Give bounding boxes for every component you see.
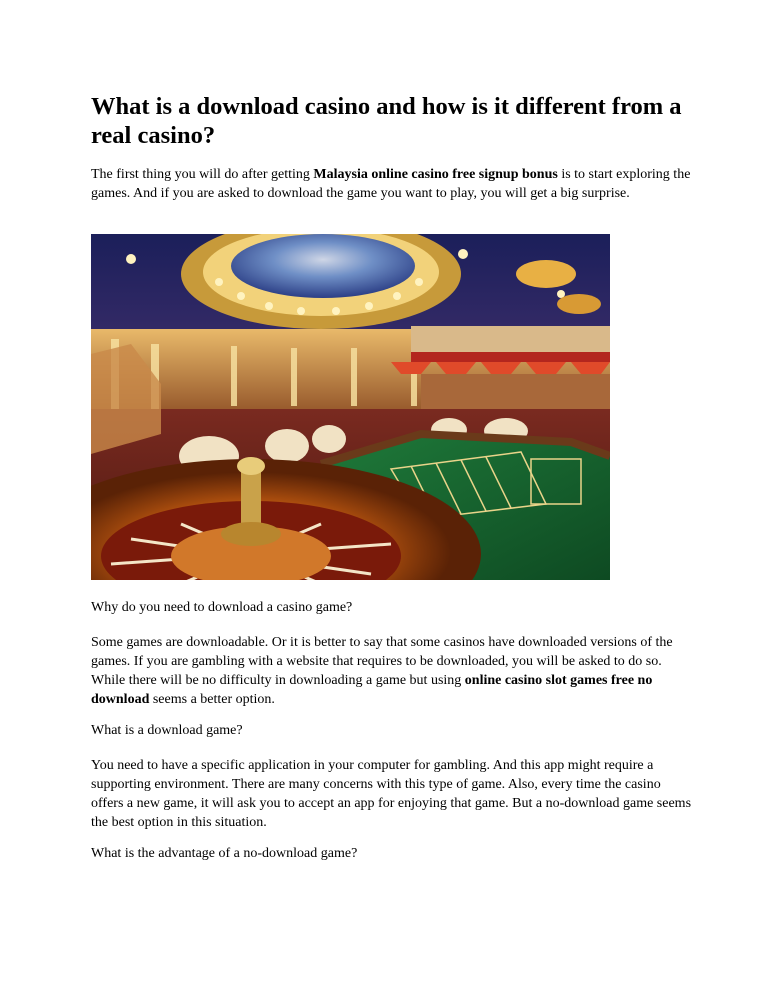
p2-bold-link: online casino slot games free no download xyxy=(91,673,653,707)
intro-text-2: is to start exploring the games. And if you are asked to download the game you want to play, you will get a big surprise. xyxy=(91,167,691,201)
question-heading-2: What is a download game? xyxy=(91,723,243,738)
question-heading-3: What is the advantage of a no-download game? xyxy=(91,846,358,861)
intro-paragraph xyxy=(91,165,691,203)
paragraph-2 xyxy=(91,633,691,709)
p2-text-1: Some games are downloadable. Or it is better to say that some casinos have downloaded versions of the games. If you are gambling with a website that requires to be downloaded, you will be asked to do so. While there will be no difficulty in downloading a game but using xyxy=(91,635,673,688)
intro-text-1: The first thing you will do after getting xyxy=(91,167,314,182)
p2-text-2: seems a better option. xyxy=(149,692,275,707)
intro-bold-link: Malaysia online casino free signup bonus xyxy=(313,167,558,182)
casino-photo xyxy=(91,234,610,580)
question-heading-1: Why do you need to download a casino game? xyxy=(91,600,353,615)
paragraph-3: You need to have a specific application in your computer for gambling. And this app might require a supporting environment. There are many concerns with this type of game. Also, every time the casino offers a new game, it will ask you to accept an app for enjoying that game. But a no-download game seems the best option in this situation. xyxy=(91,758,692,830)
article-title: What is a download casino and how is it different from a real casino? xyxy=(91,93,682,149)
